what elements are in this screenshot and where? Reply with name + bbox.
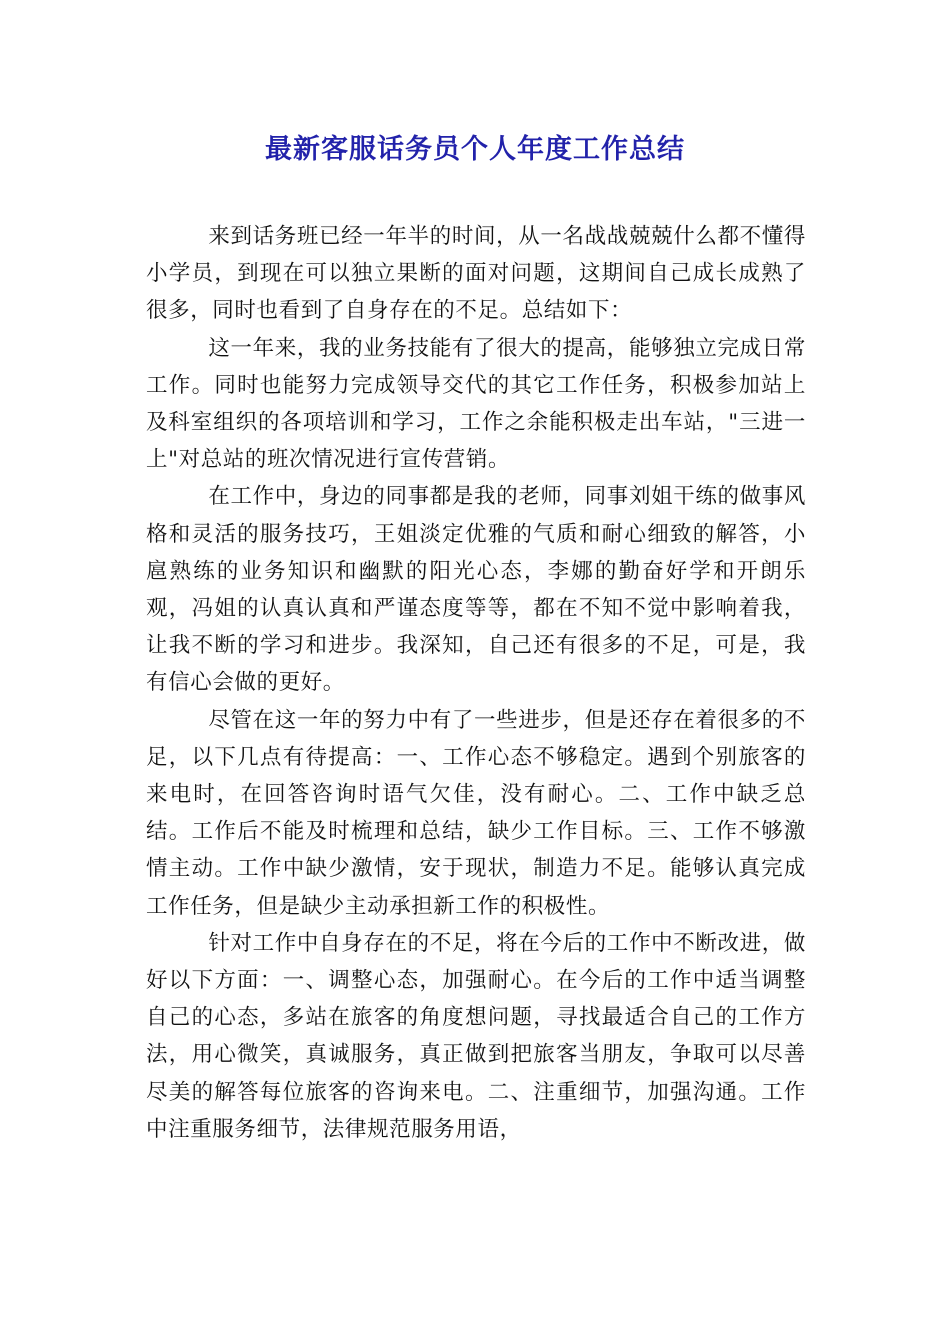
document-title: 最新客服话务员个人年度工作总结 bbox=[265, 134, 685, 165]
paragraph-5: 针对工作中自身存在的不足，将在今后的工作中不断改进，做好以下方面：一、调整心态，加强耐心。在今后的工作中适当调整自己的心态，多站在旅客的角度想问题，寻找最适合自己的工作方法，用心微笑，真诚服务，真正做到把旅客当朋友，争取可以尽善尽美的解答每位旅客的咨询来电。二、注重细节，加强沟通。工作中注重服务细节，法律规范服务用语， bbox=[146, 930, 806, 1142]
paragraph-4: 尽管在这一年的努力中有了一些进步，但是还存在着很多的不足，以下几点有待提高：一、工作心态不够稳定。遇到个别旅客的来电时，在回答咨询时语气欠佳，没有耐心。二、工作中缺乏总结。工作后不能及时梳理和总结，缺少工作目标。三、工作不够激情主动。工作中缺少激情，安于现状，制造力不足。能够认真完成工作任务，但是缺少主动承担新工作的积极性。 bbox=[146, 707, 806, 919]
paragraph-1: 来到话务班已经一年半的时间，从一名战战兢兢什么都不懂得小学员，到现在可以独立果断的面对问题，这期间自己成长成熟了很多，同时也看到了自身存在的不足。总结如下： bbox=[146, 224, 806, 324]
paragraph-2: 这一年来，我的业务技能有了很大的提高，能够独立完成日常工作。同时也能努力完成领导交代的其它工作任务，积极参加站上及科室组织的各项培训和学习，工作之余能积极走出车站，"三进一上"对总站的班次情况进行宣传营销。 bbox=[146, 335, 806, 473]
document-body bbox=[146, 218, 806, 1148]
paragraph-3: 在工作中，身边的同事都是我的老师，同事刘姐干练的做事风格和灵活的服务技巧，王姐淡定优雅的气质和耐心细致的解答，小扈熟练的业务知识和幽默的阳光心态，李娜的勤奋好学和开朗乐观，冯姐的认真认真和严谨态度等等，都在不知不觉中影响着我，让我不断的学习和进步。我深知，自己还有很多的不足，可是，我有信心会做的更好。 bbox=[146, 484, 806, 696]
